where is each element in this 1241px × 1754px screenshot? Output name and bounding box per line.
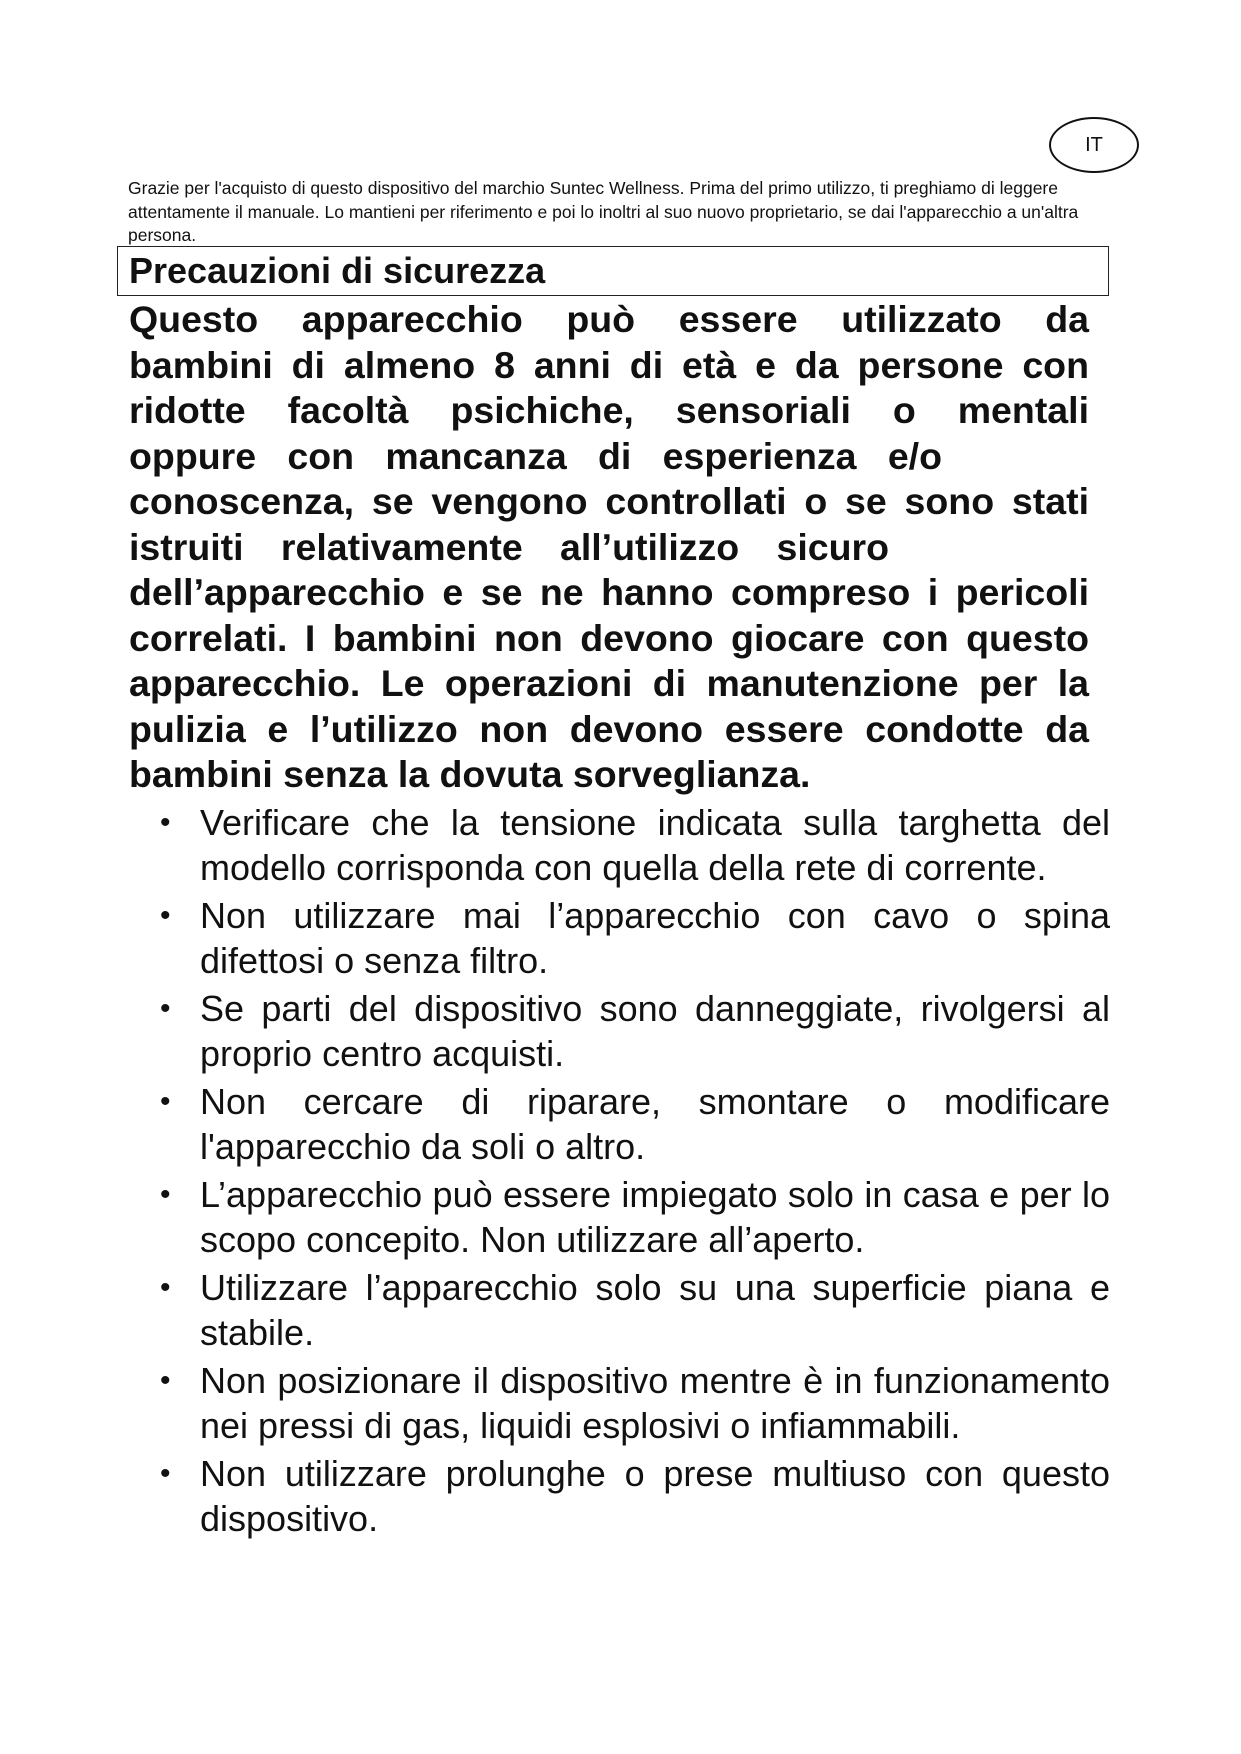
warning-line: correlati. I bambini non devono giocare con questo — [129, 616, 1089, 659]
bullet-icon: • — [160, 806, 171, 839]
section-header-box — [117, 246, 1109, 296]
bullet-icon: • — [160, 1178, 171, 1211]
warning-line: dell’apparecchio e se ne hanno compreso i pericoli — [129, 571, 1089, 613]
bullet-icon: • — [160, 1364, 171, 1397]
list-item: • Non posizionare il dispositivo mentre è in funzionamento nei pressi di gas, liquidi esplosivi o infiammabili. — [160, 1360, 1110, 1446]
warning-line: istruiti relativamente all’utilizzo sicuro — [129, 525, 889, 568]
list-item: • Se parti del dispositivo sono danneggiate, rivolgersi al proprio centro acquisti. — [160, 988, 1110, 1074]
section-title: Precauzioni di sicurezza — [129, 250, 546, 291]
list-item: • L’apparecchio può essere impiegato solo in casa e per lo scopo concepito. Non utilizzare all’aperto. — [160, 1174, 1110, 1260]
warning-line: Questo apparecchio può essere utilizzato da — [129, 298, 1089, 340]
warning-line: oppure con mancanza di esperienza e/o — [129, 434, 942, 477]
warning-line: bambini di almeno 8 anni di età e da persone con — [129, 343, 1089, 386]
warning-line: conoscenza, se vengono controllati o se sono stati — [129, 480, 1089, 522]
list-item: • Non utilizzare mai l’apparecchio con cavo o spina difettosi o senza filtro. — [160, 895, 1110, 981]
list-item: • Non utilizzare prolunghe o prese multiuso con questo dispositivo. — [160, 1453, 1110, 1539]
list-item: • Utilizzare l’apparecchio solo su una superficie piana e stabile. — [160, 1267, 1110, 1353]
list-item: • Non cercare di riparare, smontare o modificare l'apparecchio da soli o altro. — [160, 1081, 1110, 1167]
bullet-icon: • — [160, 992, 171, 1025]
warning-line: bambini senza la dovuta sorveglianza. — [129, 753, 811, 795]
safety-warning-paragraph — [129, 297, 1089, 798]
bullet-icon: • — [160, 899, 171, 932]
warning-line: pulizia e l’utilizzo non devono essere condotte da — [129, 707, 1089, 750]
bullet-icon: • — [160, 1271, 171, 1304]
warning-line: ridotte facoltà psichiche, sensoriali o mentali — [129, 389, 1089, 431]
language-badge: IT — [1049, 117, 1139, 173]
list-item: • Verificare che la tensione indicata sulla targhetta del modello corrisponda con quella della rete di corrente. — [160, 802, 1110, 888]
bullet-icon: • — [160, 1085, 171, 1118]
safety-bullet-list — [160, 800, 1110, 1544]
intro-paragraph: Grazie per l'acquisto di questo dispositivo del marchio Suntec Wellness. Prima del primo utilizzo, ti preghiamo di leggere attentamente il manuale. Lo mantieni per riferimento e poi lo inoltri al suo nuovo proprietario, se dai l'apparecchio a un'altra persona. — [128, 178, 1079, 245]
warning-line: apparecchio. Le operazioni di manutenzione per la — [129, 662, 1089, 704]
bullet-icon: • — [160, 1457, 171, 1490]
